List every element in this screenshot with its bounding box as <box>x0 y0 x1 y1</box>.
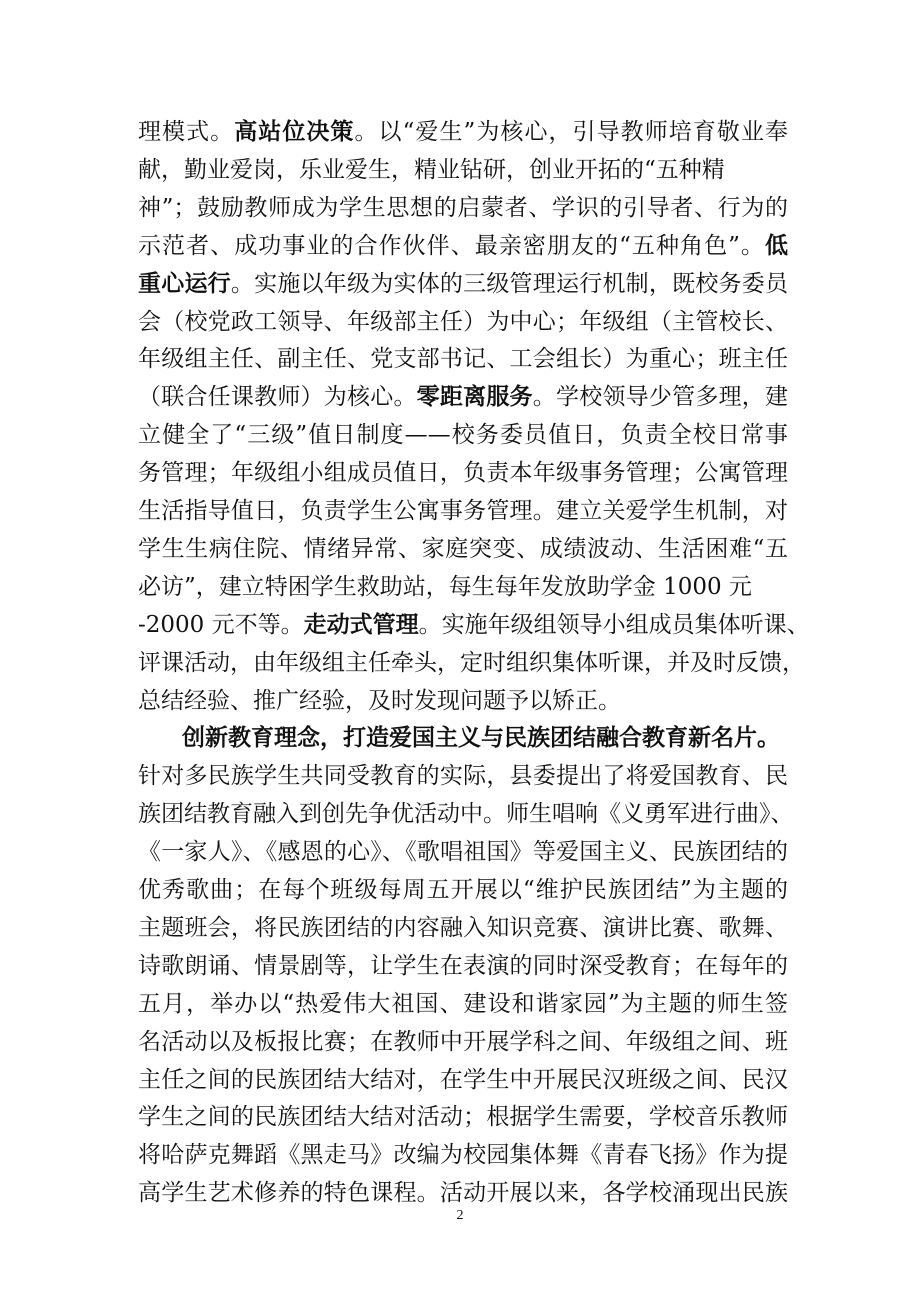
text-line <box>138 567 788 607</box>
text-run: 。以“爱生”为核心，引导教师培育敬业奉 <box>354 119 788 145</box>
text-line <box>138 756 788 796</box>
text-run: 《一家人》、《感恩的心》、《歌唱祖国》等爱国主义、民族团结的 <box>138 839 788 866</box>
text-line <box>138 681 788 721</box>
text-line <box>138 984 788 1024</box>
text-run: 。学校领导少管多理，建 <box>532 384 789 411</box>
text-run: 总结经验、推广经验，及时发现问题予以矫正。 <box>138 687 621 714</box>
bold-heading-text: 高站位决策 <box>234 119 355 145</box>
text-line <box>138 605 810 645</box>
text-run: 理模式。 <box>138 119 235 145</box>
text-line <box>138 188 788 228</box>
text-line <box>138 870 788 910</box>
text-run: 高学生艺术修养的特色课程。活动开展以来，各学校涌现出民族 <box>138 1180 788 1207</box>
text-run: 诗歌朗诵、情景剧等，让学生在表演的同时深受教育；在每年的 <box>138 952 788 979</box>
text-run: 学生之间的民族团结大结对活动；根据学生需要，学校音乐教师 <box>138 1104 788 1131</box>
text-line <box>138 1135 788 1175</box>
text-line <box>138 908 788 948</box>
text-run: 务管理；年级组小组成员值日，负责本年级事务管理；公寓管理 <box>138 460 788 487</box>
text-line <box>138 794 794 834</box>
text-run: 学生生病住院、情绪异常、家庭突变、成绩波动、生活困难“五 <box>138 535 788 562</box>
text-line <box>138 1060 788 1100</box>
text-line <box>138 491 788 531</box>
text-run: 献，勤业爱岗，乐业爱生，精业钻研，创业开拓的“五种精 <box>138 156 725 183</box>
text-run: 优秀歌曲；在每个班级每周五开展以“维护民族团结”为主题的 <box>138 877 788 903</box>
text-run: 名活动以及板报比赛；在教师中开展学科之间、年级组之间、班 <box>138 1028 788 1055</box>
text-line <box>138 264 788 304</box>
text-run: 立健全了“三级”值日制度——校务委员值日，负责全校日常事 <box>138 422 788 449</box>
text-run: 示范者、成功事业的合作伙伴、最亲密朋友的“五种角色”。 <box>138 232 765 259</box>
text-run: 。实施以年级为实体的三级管理运行机制，既校务委员 <box>230 270 789 297</box>
text-line <box>138 226 788 266</box>
text-run: （联合任课教师）为核心。 <box>138 384 417 411</box>
text-run: 会（校党政工领导、年级部主任）为中心；年级组（主管校长、 <box>138 308 788 335</box>
text-run: 神”；鼓励教师成为学生思想的启蒙者、学识的引导者、行为的 <box>138 194 788 221</box>
bold-heading-text: 重心运行 <box>138 270 231 297</box>
text-run: 。实施年级组领导小组成员集体听课、 <box>418 611 810 638</box>
text-line <box>138 529 788 569</box>
text-line <box>138 112 788 152</box>
bold-heading-text: 创新教育理念，打造爱国主义与民族团结融合教育新名片。 <box>182 725 780 752</box>
text-line <box>138 339 788 379</box>
text-line <box>138 832 788 872</box>
text-run: 主任之间的民族团结大结对，在学生中开展民汉班级之间、民汉 <box>138 1066 788 1093</box>
text-run: 必访”，建立特困学生救助站，每生每年发放助学金 1000 元 <box>138 573 752 600</box>
text-run: -2000 元不等。 <box>138 611 304 638</box>
text-run: 生活指导值日，负责学生公寓事务管理。建立关爱学生机制，对 <box>138 498 788 524</box>
text-line <box>138 150 788 190</box>
text-line <box>138 302 788 342</box>
page-number: 2 <box>456 1208 464 1223</box>
text-run: 族团结教育融入到创先争优活动中。师生唱响《义勇军进行曲》、 <box>138 801 794 828</box>
text-line <box>138 1022 788 1062</box>
text-run: 将哈萨克舞蹈《黑走马》改编为校园集体舞《青春飞扬》作为提 <box>138 1142 788 1169</box>
text-line <box>138 643 805 683</box>
text-line <box>138 946 788 986</box>
bold-heading-text: 低 <box>765 232 788 259</box>
text-run: 针对多民族学生共同受教育的实际，县委提出了将爱国教育、民 <box>138 763 788 790</box>
text-line <box>138 453 788 493</box>
text-run: 评课活动，由年级组主任牵头，定时组织集体听课，并及时反馈， <box>138 649 805 676</box>
bold-heading-text: 走动式管理 <box>303 611 419 638</box>
text-run: 年级组主任、副主任、党支部书记、工会组长）为重心；班主任 <box>138 346 788 373</box>
bold-heading-text: 零距离服务 <box>416 384 533 411</box>
text-line <box>138 377 788 417</box>
text-run: 五月，举办以“热爱伟大祖国、建设和谐家园”为主题的师生签 <box>138 990 788 1017</box>
text-run: 主题班会，将民族团结的内容融入知识竞赛、演讲比赛、歌舞、 <box>138 914 788 941</box>
text-line <box>182 718 788 758</box>
text-line <box>138 415 788 455</box>
text-line <box>138 1097 788 1137</box>
